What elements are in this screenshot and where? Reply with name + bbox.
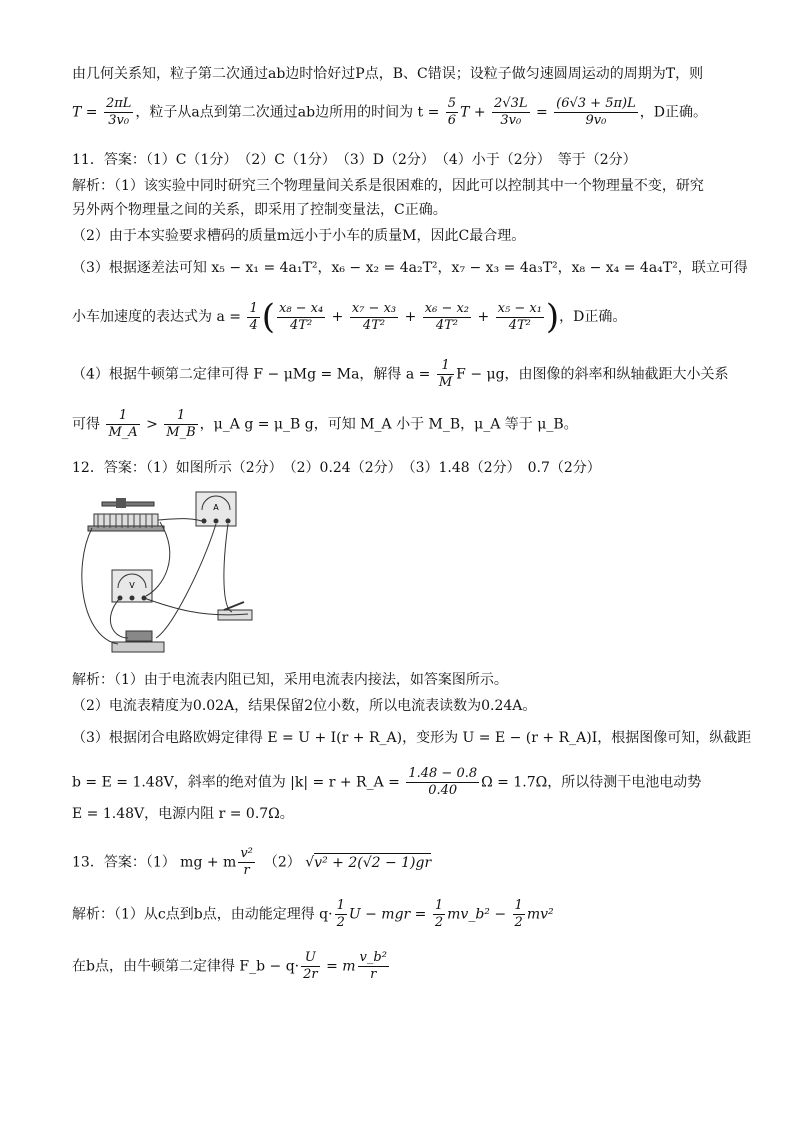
p11-accel-lhs: 小车加速度的表达式为 a = [72, 309, 246, 325]
p10-text-end: ，D正确。 [639, 104, 707, 121]
p12-analysis-3: （3）根据闭合电路欧姆定律得 E = U + I(r + R_A)，变形为 U = E − (r + R_A)I，根据图像可知，纵截距 [72, 730, 752, 746]
p11-analysis-2: （2）由于本实验要求槽码的质量m远小于小车的质量M，因此C最合理。 [72, 228, 526, 244]
p10-line2 [72, 96, 707, 129]
p11-analysis-3: （3）根据逐差法可知 x₅ − x₁ = 4a₁T²，x₆ − x₂ = 4a₂T²，x₇ − x₃ = 4a₃T²，x₈ − x₄ = 4a₄T²，联立可得 [72, 260, 748, 276]
p11-newton-text: （4）根据牛顿第二定律可得 F − μMg = Ma，解得 a = [72, 366, 435, 383]
p13-frac-v2-r: $\frac{\text{v²}}{r}$ [240, 846, 253, 878]
p11-right-paren: ) [545, 297, 560, 337]
p13-answer-mid: （2） [256, 854, 306, 871]
p11-analysis-3b: 小车加速度的表达式为 a = $\frac{1}{4}$ ( $\frac{\text{x₈ − x₄}}{\text{4T²}}$ + $\frac{\text{x₇ − x₃}}{\text{4T²}}$ + $\frac{\text{x₆ − x₂}}{\text{4T²}}$ + $\frac{\text{x₅ − x₁}}{\text{4T²}}$ )，D正确。 [72, 297, 627, 337]
p11-frac-x5x1: $\frac{\text{x₅ − x₁}}{\text{4T²}}$ [497, 300, 542, 333]
p11-analysis-1b: 另外两个物理量之间的关系，即采用了控制变量法，C正确。 [72, 202, 447, 218]
p11-analysis-4b [72, 408, 578, 441]
voltmeter-icon [112, 570, 152, 602]
p13-analysis-1 [72, 898, 554, 931]
p10-frac-result: $\frac{(6√3 + 5\pi)L}{\text{9v₀}}$ [556, 96, 636, 128]
p12-slope-end: Ω = 1.7Ω，所以待测干电池电动势 [481, 774, 702, 791]
p10-t-lhs: T = [72, 104, 102, 121]
p11-frac-1-m: $\frac{1}{M}$ [438, 358, 453, 390]
p10-frac-period: $\frac{2\pi L}{\text{3v₀}}$ [105, 96, 132, 128]
p12-answer: 12．答案：（1）如图所示（2分） （2）0.24（2分） （3）1.48（2分） 0.7（2分） [72, 460, 601, 476]
p11-conclude-pre: 可得 [72, 416, 105, 433]
p13-energy-end: mv² [526, 906, 554, 923]
switch-icon [218, 602, 252, 620]
p13-sqrt-expr: v² + 2(√2 − 1)gr [314, 854, 432, 871]
p12-analysis-1: 解析：（1）由于电流表内阻已知，采用电流表内接法，如答案图所示。 [72, 672, 508, 688]
p11-frac-x6x2: $\frac{\text{x₆ − x₂}}{\text{4T²}}$ [424, 300, 470, 333]
p13-newton-pre: 在b点，由牛顿第二定律得 F_b − q· [72, 958, 300, 975]
circuit-figure [72, 488, 262, 660]
p11-frac-1-mb: $\frac{1}{M\_B}$ [166, 408, 196, 440]
p11-frac-quarter: $\frac{1}{4}$ [249, 300, 258, 333]
p13-frac-half-1: $\frac{1}{2}$ [336, 898, 345, 930]
p13-newton-mid: = m [321, 958, 356, 975]
p13-frac-half-3: $\frac{1}{2}$ [514, 898, 523, 930]
wires [82, 519, 248, 644]
p13-frac-half-2: $\frac{1}{2}$ [434, 898, 444, 930]
p12-slope-text: b = E = 1.48V，斜率的绝对值为 |k| = r + R_A = [72, 774, 405, 791]
p11-answer: 11．答案：（1）C（1分） （2）C（1分） （3）D（2分） （4）小于（2分） 等于（2分） [72, 152, 637, 168]
p12-analysis-2: （2）电流表精度为0.02A，结果保留2位小数，所以电流表读数为0.24A。 [72, 698, 537, 714]
p10-text-t: T + [460, 104, 491, 121]
p13-answer-pre: 13．答案：（1） mg + m [72, 854, 237, 871]
p12-analysis-3c: E = 1.48V，电源内阻 r = 0.7Ω。 [72, 806, 294, 822]
p11-frac-1-ma: $\frac{1}{M\_A}$ [108, 408, 138, 440]
battery-icon [112, 631, 164, 652]
p11-greater-than: > [141, 416, 163, 433]
p13-energy-mid2: mv_b² − [447, 906, 511, 923]
p13-energy-mid: U − mgr = [348, 906, 431, 923]
p11-frac-x7x3: $\frac{\text{x₇ − x₃}}{\text{4T²}}$ [351, 300, 397, 333]
p13-frac-u-2r: $\frac{U}{2r}$ [303, 950, 318, 982]
p10-frac-5-6: $\frac{5}{6}$ [447, 96, 457, 128]
p12-frac-slope: $\frac{1.48 - 0.8}{0.40}$ [408, 766, 478, 798]
p11-left-paren: ( [261, 297, 275, 337]
p10-text-mid: ，粒子从a点到第二次通过ab边所用的时间为 t = [135, 104, 444, 121]
p11-frac-x8x4: $\frac{\text{x₈ − x₄}}{\text{4T²}}$ [278, 300, 324, 333]
ammeter-label: A [213, 503, 219, 512]
p13-analysis-2 [72, 950, 391, 983]
p12-analysis-3b [72, 766, 701, 799]
p10-equals: = [531, 104, 553, 121]
p11-analysis-4 [72, 358, 729, 391]
circuit-drawing [72, 488, 262, 660]
p13-energy-pre: 解析：（1）从c点到b点，由动能定理得 q· [72, 906, 333, 923]
p10-frac-2sqrt3l: $\frac{2√3L}{\text{3v₀}}$ [494, 96, 528, 128]
p11-newton-end: F − μg，由图像的斜率和纵轴截距大小关系 [456, 366, 729, 383]
p13-sqrt-sign: √ [305, 854, 315, 871]
rheostat-icon [88, 498, 164, 531]
voltmeter-label: V [129, 581, 135, 590]
p10-line1: 由几何关系知，粒子第二次通过ab边时恰好过P点，B、C错误；设粒子做匀速圆周运动的周期为T，则 [72, 66, 704, 82]
p13-answer [72, 846, 431, 879]
p11-analysis-1: 解析：（1）该实验中同时研究三个物理量间关系是很困难的，因此可以控制其中一个物理量不变，研究 [72, 178, 704, 194]
p13-frac-vb2-r: $\frac{\text{v\_b²}}{r}$ [359, 950, 387, 982]
p11-conclude-end: ，μ_A g = μ_B g，可知 M_A 小于 M_B，μ_A 等于 μ_B。 [199, 416, 578, 433]
p11-accel-end: ，D正确。 [559, 309, 627, 325]
